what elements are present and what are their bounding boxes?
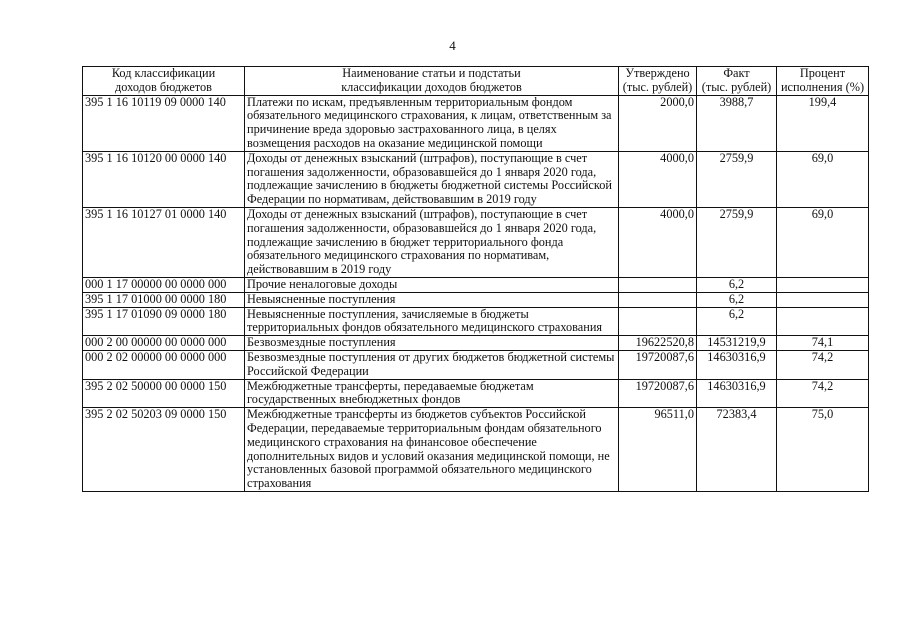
row-percent: 74,1 — [777, 336, 869, 351]
row-approved: 19720087,6 — [619, 379, 697, 408]
row-fact: 72383,4 — [697, 408, 777, 492]
row-fact: 6,2 — [697, 307, 777, 336]
row-approved — [619, 292, 697, 307]
row-percent: 74,2 — [777, 379, 869, 408]
row-fact: 14630316,9 — [697, 379, 777, 408]
row-approved — [619, 277, 697, 292]
row-fact: 2759,9 — [697, 151, 777, 207]
row-name: Платежи по искам, предъявленным территориальным фондом обязательного медицинского страхования, к лицам, ответственным за причинение вреда здоровью застрахованного лица, в целях возмещения расходов на оказание медицинской помощи — [245, 95, 619, 151]
row-percent: 199,4 — [777, 95, 869, 151]
row-fact: 6,2 — [697, 292, 777, 307]
row-code: 395 1 16 10119 09 0000 140 — [83, 95, 245, 151]
header-name — [245, 67, 619, 96]
row-percent — [777, 292, 869, 307]
row-percent: 69,0 — [777, 207, 869, 277]
row-fact: 6,2 — [697, 277, 777, 292]
row-fact: 14531219,9 — [697, 336, 777, 351]
table-row — [83, 207, 869, 277]
row-approved: 19720087,6 — [619, 350, 697, 379]
row-name: Прочие неналоговые доходы — [245, 277, 619, 292]
row-code: 395 1 16 10127 01 0000 140 — [83, 207, 245, 277]
header-percent — [777, 67, 869, 96]
table-row — [83, 350, 869, 379]
header-code — [83, 67, 245, 96]
row-code: 395 1 17 01000 00 0000 180 — [83, 292, 245, 307]
table-row — [83, 292, 869, 307]
table-row — [83, 95, 869, 151]
row-name: Безвозмездные поступления — [245, 336, 619, 351]
row-name: Доходы от денежных взысканий (штрафов), поступающие в счет погашения задолженности, образовавшейся до 1 января 2020 года, подлежащие зачислению в бюджет территориального фонда обязательного медицинского страхования по нормативам, действовавшим в 2019 году — [245, 207, 619, 277]
row-percent — [777, 277, 869, 292]
table-row — [83, 307, 869, 336]
table-row — [83, 379, 869, 408]
row-percent: 69,0 — [777, 151, 869, 207]
row-name: Межбюджетные трансферты из бюджетов субъектов Российской Федерации, передаваемые территориальным фондам обязательного медицинского страхования на финансовое обеспечение дополнительных видов и условий оказания медицинской помощи, не установленных базовой программой обязательного медицинского страхования — [245, 408, 619, 492]
row-code: 000 1 17 00000 00 0000 000 — [83, 277, 245, 292]
header-fact-line-1: Факт — [723, 66, 750, 80]
header-name-line-2: классификации доходов бюджетов — [341, 79, 522, 94]
table-row — [83, 151, 869, 207]
row-approved: 4000,0 — [619, 207, 697, 277]
row-name: Невыясненные поступления, зачисляемые в бюджеты территориальных фондов обязательного медицинского страхования — [245, 307, 619, 336]
table-header-row — [83, 67, 869, 96]
row-percent: 75,0 — [777, 408, 869, 492]
row-name: Безвозмездные поступления от других бюджетов бюджетной системы Российской Федерации — [245, 350, 619, 379]
header-approved-line-1: Утверждено — [625, 66, 690, 80]
header-fact — [697, 67, 777, 96]
row-approved: 96511,0 — [619, 408, 697, 492]
row-percent: 74,2 — [777, 350, 869, 379]
table-row — [83, 277, 869, 292]
row-code: 395 2 02 50203 09 0000 150 — [83, 408, 245, 492]
header-percent-line-1: Процент — [799, 66, 846, 80]
header-percent-line-2: исполнения (%) — [780, 79, 865, 94]
row-approved: 19622520,8 — [619, 336, 697, 351]
header-code-line-1: Код классификации — [111, 66, 216, 80]
budget-income-table — [82, 66, 869, 492]
header-approved-line-2: (тыс. рублей) — [622, 79, 693, 94]
row-code: 000 2 00 00000 00 0000 000 — [83, 336, 245, 351]
header-code-line-2: доходов бюджетов — [115, 79, 212, 94]
row-fact: 2759,9 — [697, 207, 777, 277]
row-fact: 3988,7 — [697, 95, 777, 151]
table-row — [83, 336, 869, 351]
table-row — [83, 408, 869, 492]
row-approved: 4000,0 — [619, 151, 697, 207]
row-code: 395 1 16 10120 00 0000 140 — [83, 151, 245, 207]
header-approved — [619, 67, 697, 96]
row-name: Межбюджетные трансферты, передаваемые бюджетам государственных внебюджетных фондов — [245, 379, 619, 408]
row-approved — [619, 307, 697, 336]
row-name: Доходы от денежных взысканий (штрафов), поступающие в счет погашения задолженности, образовавшейся до 1 января 2020 года, подлежащие зачислению в бюджеты бюджетной системы Российской Федерации по нормативам, действовавшим в 2019 году — [245, 151, 619, 207]
header-name-line-1: Наименование статьи и подстатьи — [342, 66, 521, 80]
row-approved: 2000,0 — [619, 95, 697, 151]
row-code: 395 2 02 50000 00 0000 150 — [83, 379, 245, 408]
row-fact: 14630316,9 — [697, 350, 777, 379]
header-fact-line-2: (тыс. рублей) — [701, 79, 772, 94]
row-code: 395 1 17 01090 09 0000 180 — [83, 307, 245, 336]
page-number: 4 — [449, 38, 456, 53]
row-name: Невыясненные поступления — [245, 292, 619, 307]
row-code: 000 2 02 00000 00 0000 000 — [83, 350, 245, 379]
row-percent — [777, 307, 869, 336]
